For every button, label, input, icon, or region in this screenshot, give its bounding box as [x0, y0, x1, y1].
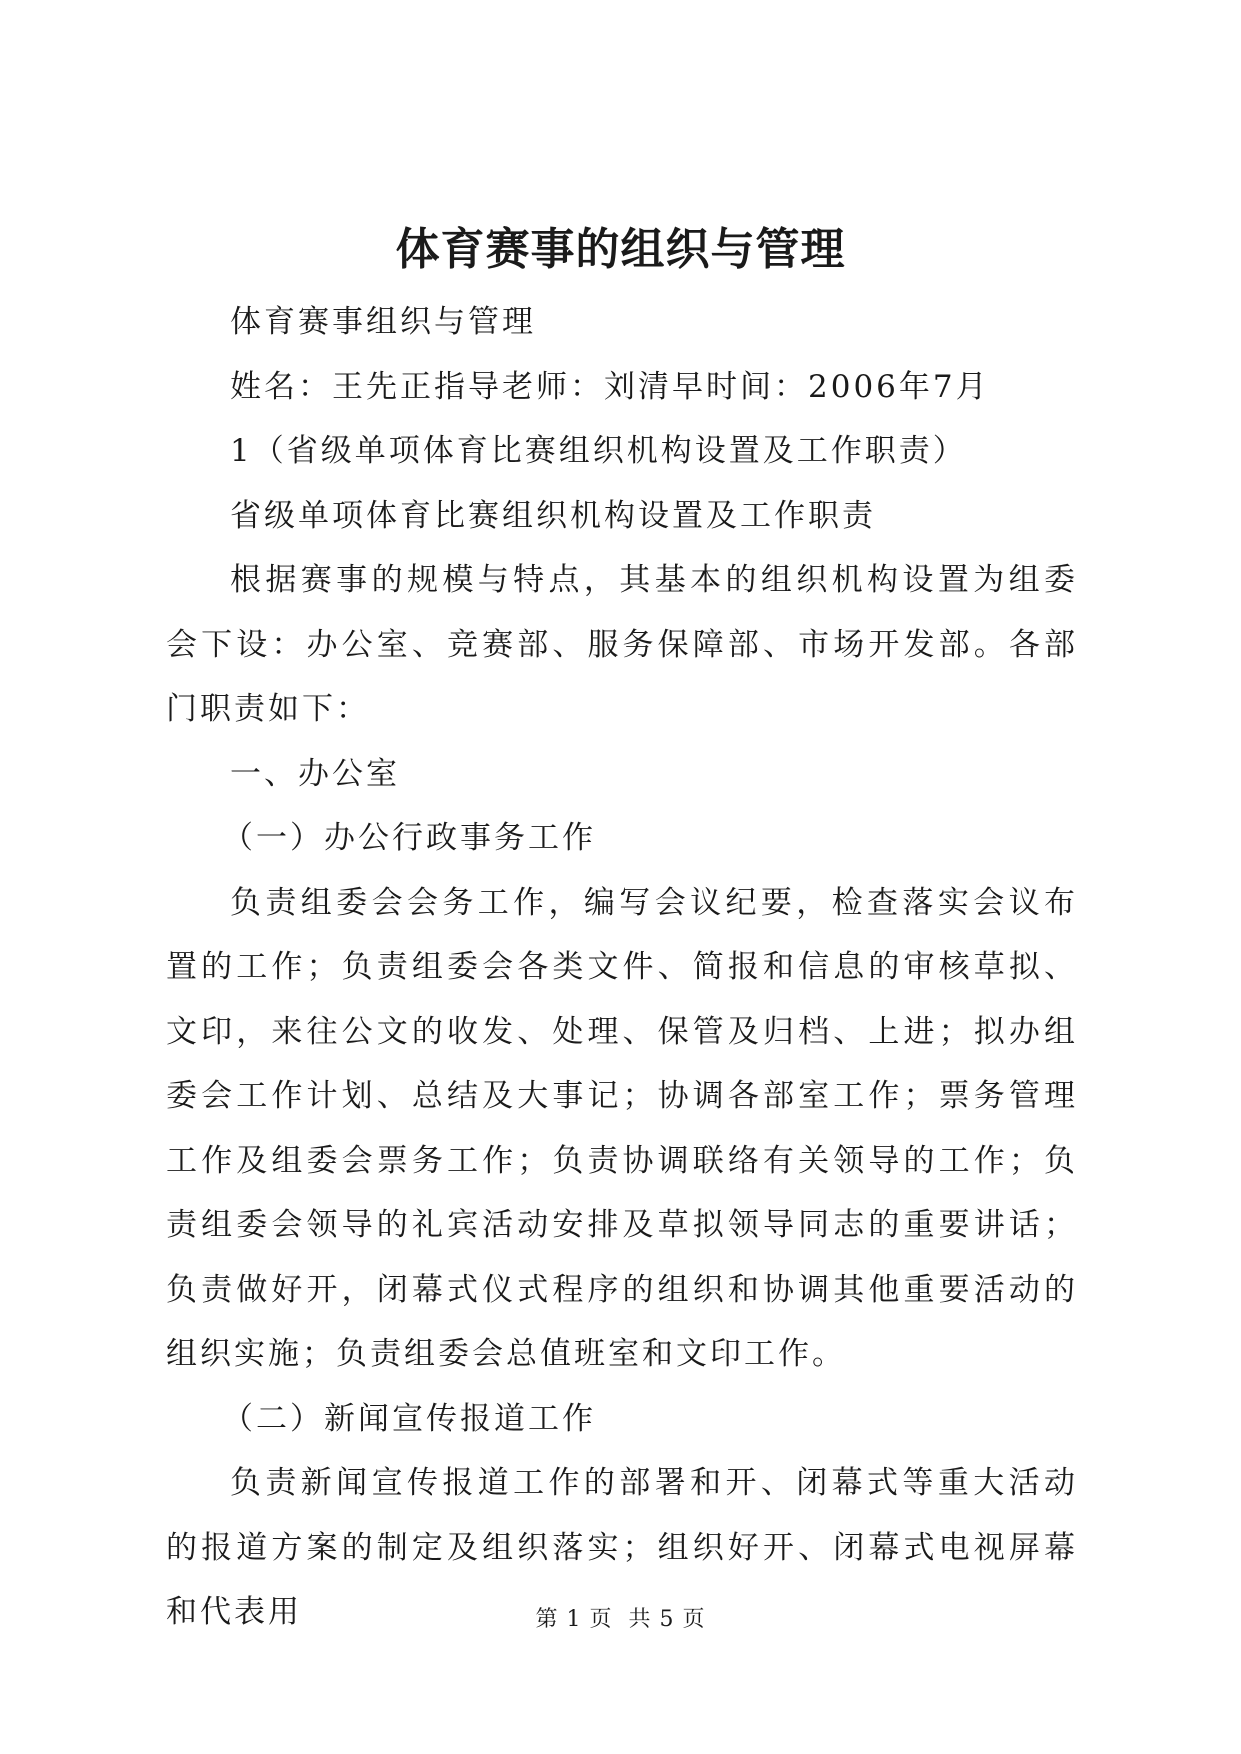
- page-number-label: 第 1 页 共 5 页: [535, 1607, 706, 1632]
- document-body: [166, 290, 1078, 1645]
- paragraph-news-duties: 负责新闻宣传报道工作的部署和开、闭幕式等重大活动的报道方案的制定及组织落实；组织好开、闭幕式电视屏幕和代表用: [166, 1465, 1078, 1630]
- paragraph-section-heading: 1（省级单项体育比赛组织机构设置及工作职责）: [230, 433, 967, 469]
- paragraph-subtitle: 体育赛事组织与管理: [230, 304, 536, 340]
- subheading-news-publicity: （二）新闻宣传报道工作: [222, 1400, 596, 1437]
- paragraph-author-info: 姓名：王先正指导老师：刘清早时间：2006年7月: [230, 368, 990, 405]
- heading-office: 一、办公室: [230, 755, 400, 792]
- paragraph-intro: 根据赛事的规模与特点，其基本的组织机构设置为组委会下设：办公室、竞赛部、服务保障部、市场开发部。各部门职责如下：: [166, 562, 1078, 727]
- paragraph-section-title: 省级单项体育比赛组织机构设置及工作职责: [230, 497, 876, 534]
- document-title: 体育赛事的组织与管理: [395, 224, 846, 275]
- page-footer: [0, 1606, 1241, 1634]
- subheading-admin-affairs: （一）办公行政事务工作: [222, 820, 596, 856]
- paragraph-admin-duties: 负责组委会会务工作，编写会议纪要，检查落实会议布置的工作；负责组委会各类文件、简报和信息的审核草拟、文印，来往公文的收发、处理、保管及归档、上进；拟办组委会工作计划、总结及大事记；协调各部室工作；票务管理工作及组委会票务工作；负责协调联络有关领导的工作；负责组委会领导的礼宾活动安排及草拟领导同志的重要讲话；负责做好开，闭幕式仪式程序的组织和协调其他重要活动的组织实施；负责组委会总值班室和文印工作。: [166, 884, 1078, 1372]
